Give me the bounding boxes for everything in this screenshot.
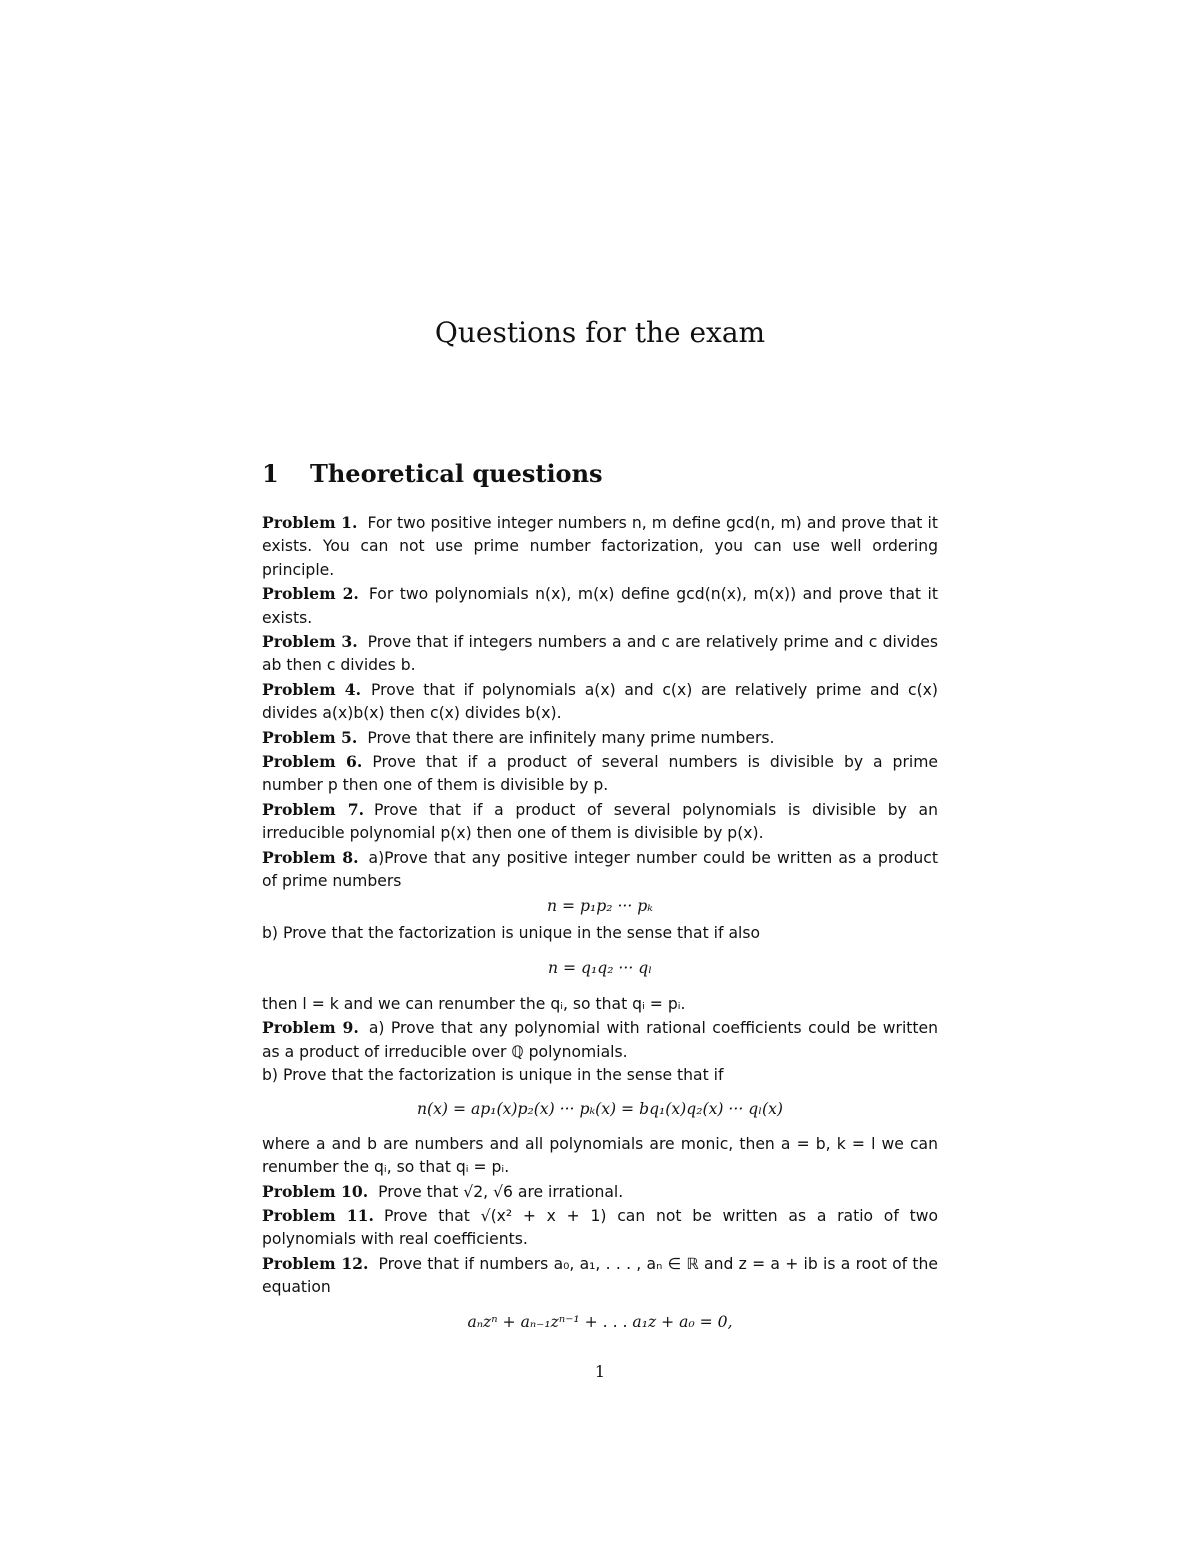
- problem-text: Prove that if polynomials a(x) and c(x) are relatively prime and c(x) divides a(x)b(x) then c(x) divides b(x).: [262, 680, 938, 723]
- problem-text: Prove that if integers numbers a and c are relatively prime and c divides ab then c divides b.: [262, 633, 938, 675]
- problem-6: [262, 750, 938, 798]
- problem-label: Problem 8.: [262, 847, 359, 867]
- problem-9-conclusion: where a and b are numbers and all polynomials are monic, then a = b, k = l we can renumber the qᵢ, so that qᵢ = pᵢ.: [262, 1134, 938, 1177]
- problem-label: Problem 12.: [262, 1253, 369, 1273]
- problem-9: [262, 1016, 938, 1064]
- problem-label: Problem 3.: [262, 632, 358, 652]
- problem-2: [262, 582, 938, 630]
- equation-factorization-q: n = q₁q₂ ··· qₗ: [547, 959, 653, 978]
- problem-5: [262, 726, 938, 750]
- problem-4: [262, 678, 938, 726]
- section-title: Theoretical questions: [310, 459, 603, 488]
- problem-text: Prove that if a product of several polynomials is divisible by an irreducible polynomial p(x) then one of them is divisible by p(x).: [262, 800, 938, 843]
- problem-label: Problem 2.: [262, 584, 359, 604]
- problem-label: Problem 7.: [262, 799, 365, 819]
- problem-9-part-b: b) Prove that the factorization is unique in the sense that if: [262, 1065, 724, 1084]
- problem-3: [262, 630, 938, 678]
- problem-8: [262, 846, 938, 894]
- problem-label: Problem 6.: [262, 752, 363, 772]
- problem-11: [262, 1204, 938, 1252]
- problem-text: Prove that √2, √6 are irrational.: [378, 1182, 624, 1201]
- problem-label: Problem 1.: [262, 513, 358, 532]
- problem-8-conclusion: then l = k and we can renumber the qᵢ, so that qᵢ = pᵢ.: [262, 994, 686, 1013]
- problem-text: Prove that if a product of several numbers is divisible by a prime number p then one of them is divisible by p.: [262, 753, 938, 795]
- problem-text: Prove that if numbers a₀, a₁, . . . , aₙ ∈ ℝ and z = a + ib is a root of the equation: [262, 1254, 939, 1297]
- document-title: Questions for the exam: [434, 316, 766, 349]
- equation-polynomial-root: aₙzⁿ + aₙ₋₁zⁿ⁻¹ + . . . a₁z + a₀ = 0,: [467, 1312, 733, 1331]
- problem-label: Problem 11.: [262, 1205, 374, 1225]
- problem-text: For two polynomials n(x), m(x) define gcd(n(x), m(x)) and prove that it exists.: [262, 585, 938, 627]
- problem-text: For two positive integer numbers n, m define gcd(n, m) and prove that it exists. You can not use prime number factorization, you can use well ordering principle.: [262, 514, 938, 579]
- problem-text: a) Prove that any polynomial with rational coefficients could be written as a product of irreducible over ℚ polynomials.: [262, 1019, 938, 1061]
- problem-label: Problem 9.: [262, 1018, 359, 1038]
- equation-polynomial-factorization: n(x) = ap₁(x)p₂(x) ··· pₖ(x) = bq₁(x)q₂(x) ··· qₗ(x): [417, 1100, 783, 1119]
- problem-7: [262, 798, 938, 846]
- problem-10: [262, 1180, 938, 1204]
- problem-text: Prove that there are infinitely many prime numbers.: [367, 728, 775, 747]
- equation-factorization-p: n = p₁p₂ ··· pₖ: [547, 896, 653, 915]
- problem-12: [262, 1252, 938, 1300]
- problem-label: Problem 10.: [262, 1181, 369, 1201]
- problem-text: a)Prove that any positive integer number could be written as a product of prime numbers: [262, 848, 938, 891]
- problem-text: Prove that √(x² + x + 1) can not be written as a ratio of two polynomials with real coefficients.: [262, 1206, 938, 1249]
- section-heading: [262, 459, 938, 488]
- problem-label: Problem 4.: [262, 679, 362, 699]
- problem-8-part-b: b) Prove that the factorization is unique in the sense that if also: [262, 923, 761, 942]
- page-number: 1: [594, 1362, 606, 1381]
- problem-label: Problem 5.: [262, 727, 358, 747]
- problem-1: [262, 511, 938, 582]
- section-number: 1: [262, 459, 279, 488]
- problem-list: [262, 511, 938, 1334]
